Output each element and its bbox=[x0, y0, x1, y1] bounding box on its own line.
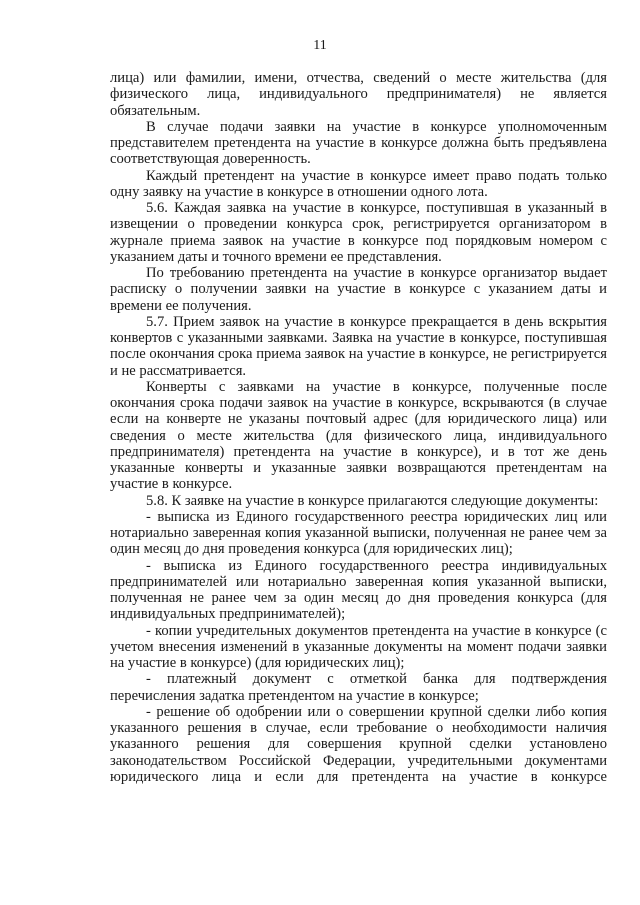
paragraph-2: В случае подачи заявки на участие в конкурсе уполномоченным представителем претендента на участие в конкурсе должна быть предъявлена соответствующая доверенность. bbox=[110, 118, 607, 168]
list-item-1: - выписка из Единого государственного реестра юридических лиц или нотариально заверенная копия указанной выписки, полученная не ранее чем за один месяц до дня проведения конкурса (для юридических лиц); bbox=[110, 508, 607, 558]
paragraph-5: По требованию претендента на участие в конкурсе организатор выдает расписку о получении заявки на участие в конкурсе с указанием даты и времени ее получения. bbox=[110, 265, 607, 314]
paragraph-3: Каждый претендент на участие в конкурсе имеет право подать только одну заявку на участие в конкурсе в отношении одного лота. bbox=[110, 167, 607, 200]
paragraph-4: 5.6. Каждая заявка на участие в конкурсе, поступившая в указанный в извещении о проведении конкурса срок, регистрируется организатором в журнале приема заявок на участие в конкурсе под порядковым номером с указанием даты и точного времени ее представления. bbox=[110, 200, 607, 265]
page-number: 11 bbox=[313, 38, 327, 53]
paragraph-6: 5.7. Прием заявок на участие в конкурсе прекращается в день вскрытия конвертов с указанными заявками. Заявка на участие в конкурсе, поступившая после окончания срока приема заявок на участие в конкурсе, не регистрируется и не рассматривается. bbox=[110, 313, 607, 379]
paragraph-8: 5.8. К заявке на участие в конкурсе прилагаются следующие документы: bbox=[146, 492, 599, 509]
paragraph-1: лица) или фамилии, имени, отчества, сведений о месте жительства (для физического лица, индивидуального предпринимателя) не является обязательным. bbox=[110, 70, 607, 119]
list-item-2: - выписка из Единого государственного реестра индивидуальных предпринимателей или нотариально заверенная копия указанной выписки, полученная не ранее чем за один месяц до дня проведения конкурса (для индивидуальных предпринимателей); bbox=[110, 557, 607, 623]
list-item-3: - копии учредительных документов претендента на участие в конкурсе (с учетом внесения изменений в указанные документы на момент подачи заявки на участие в конкурсе) (для юридических лиц); bbox=[110, 622, 607, 671]
list-item-4: - платежный документ с отметкой банка для подтверждения перечисления задатка претендентом на участие в конкурсе; bbox=[110, 671, 607, 704]
list-item-5: - решение об одобрении или о совершении крупной сделки либо копия указанного решения в случае, если требование о необходимости наличия указанного решения для совершения крупной сделки установлено законодательством Российской Федерации, учредительными документами юридического лица и если для претендента на участие в конкурсе bbox=[110, 703, 607, 785]
document-body bbox=[110, 70, 607, 785]
paragraph-7: Конверты с заявками на участие в конкурсе, полученные после окончания срока подачи заявок на участие в конкурсе, вскрываются (в случае если на конверте не указаны почтовый адрес (для юридического лица) или сведения о месте жительства (для физического лица, индивидуального предпринимателя) претендента на участие в конкурсе), и в тот же день указанные конверты и указанные заявки возвращаются претендентам на участие в конкурсе. bbox=[110, 378, 607, 493]
